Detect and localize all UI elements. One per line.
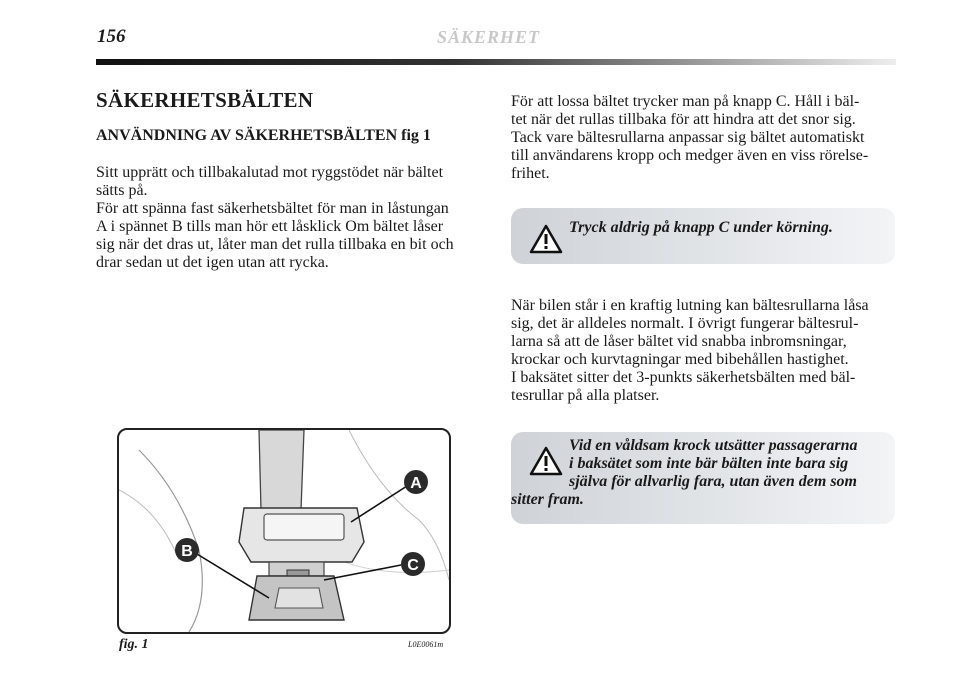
warning-triangle-icon (529, 224, 563, 254)
text-line: tet när det rullas tillbaka för att hindra att det snor sig. (511, 111, 856, 128)
text-line: Sitt upprätt och tillbakalutad mot ryggstödet när bältet (96, 164, 444, 181)
text-line: krockar och kurvtagningar med bibehållen hastighet. (511, 351, 849, 368)
seatbelt-illustration (119, 430, 449, 632)
text-line: När bilen står i en kraftig lutning kan bältesrullarna låsa (511, 297, 869, 314)
text-line: frihet. (511, 165, 550, 182)
text-line: larna så att de låser bältet vid snabba inbromsningar, (511, 333, 847, 350)
warning-text-line: själva för allvarlig fara, utan även dem som (569, 473, 857, 490)
warning-box (511, 432, 895, 524)
text-line: sig när det dras ut, låter man det rulla tillbaka en bit och (96, 236, 454, 253)
warning-text: Tryck aldrig på knapp C under körning. (569, 219, 833, 236)
warning-text-line: sitter fram. (511, 491, 584, 508)
callout-a-label: A (410, 475, 422, 492)
header-rule (96, 59, 896, 65)
main-heading: SÄKERHETSBÄLTEN (96, 88, 314, 112)
text-line: Tack vare bältesrullarna anpassar sig bältet automatiskt (511, 129, 865, 146)
text-line: I baksätet sitter det 3-punkts säkerhetsbälten med bäl- (511, 369, 856, 386)
warning-text-line: Vid en våldsam krock utsätter passagerarna (569, 437, 858, 454)
figure-code: L0E0061m (408, 640, 444, 649)
warning-triangle-icon (529, 446, 563, 476)
text-line: A i spännet B tills man hör ett låsklick Om bältet låser (96, 218, 444, 235)
figure-caption: fig. 1 (119, 637, 149, 652)
section-title: SÄKERHET (437, 27, 541, 47)
warning-box (511, 208, 895, 264)
text-line: till användarens kropp och medger även en viss rörelse- (511, 147, 869, 164)
text-line: För att lossa bältet trycker man på knapp C. Håll i bäl- (511, 93, 860, 110)
callout-b-label: B (181, 543, 193, 560)
text-line: sig, det är alldeles normalt. I övrigt fungerar bältesrul- (511, 315, 859, 332)
page-number: 156 (97, 26, 126, 47)
text-line: tesrullar på alla platser. (511, 387, 660, 404)
text-line: sätts på. (96, 182, 148, 199)
sub-heading: ANVÄNDNING AV SÄKERHETSBÄLTEN fig 1 (96, 127, 431, 144)
text-line: drar sedan ut det igen utan att rycka. (96, 254, 329, 271)
warning-text-line: i baksätet som inte bär bälten inte bara sig (569, 455, 849, 472)
figure-seatbelt (117, 428, 451, 634)
callout-c-label: C (407, 557, 419, 574)
text-line: För att spänna fast säkerhetsbältet för man in låstungan (96, 200, 449, 217)
